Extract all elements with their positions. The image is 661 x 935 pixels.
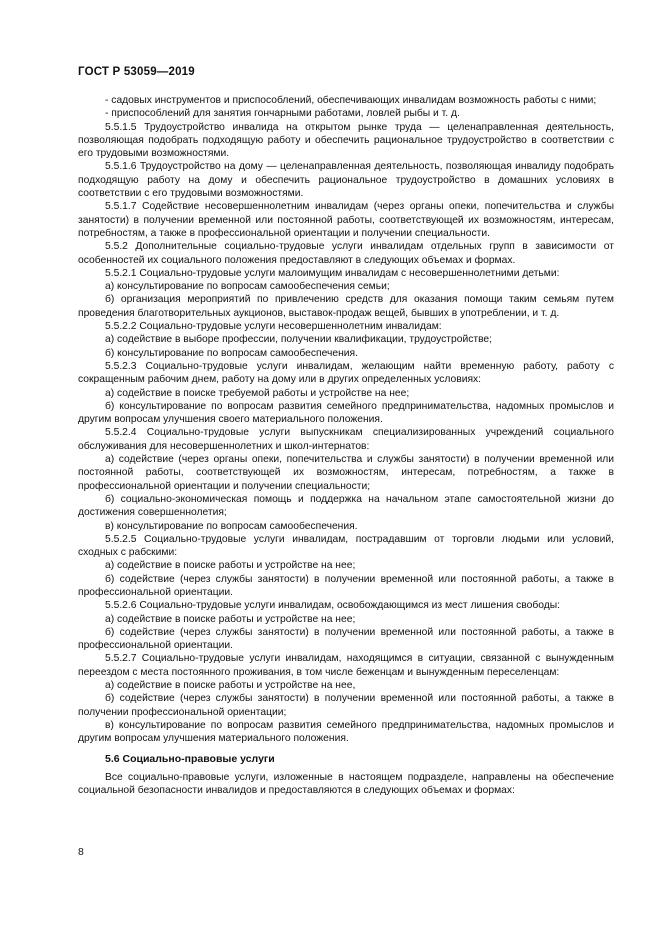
document-body: [78, 94, 614, 797]
paragraph: 5.5.2.6 Социально-трудовые услуги инвалидам, освобождающимся из мест лишения свободы:: [105, 600, 561, 612]
paragraph: 5.5.1.6 Трудоустройство на дому — целенаправленная деятельность, позволяющая инвалиду подобрать подходящую работу на дому и обеспечить рациональное трудоустройство в домашних условиях в соответствии с его трудовыми возможностями.: [78, 161, 614, 200]
paragraph: а) содействие в поиске работы и устройстве на нее,: [105, 680, 356, 692]
paragraph: а) содействие (через органы опеки, попечительства и службы занятости) в получении временной или постоянной работы, соответствующей их возможностям, интересам, потребностям, а также в профессиональной ориентации и получении специальности;: [78, 454, 614, 492]
paragraph: б) содействие (через службы занятости) в получении временной или постоянной работы, а также в профессиональной ориентации.: [78, 573, 614, 598]
paragraph: б) организация мероприятий по привлечению средств для оказания помощи таким семьям путем проведения благотворительных аукционов, выставок-продаж вещей, бывших в употреблении, и т. д.: [78, 294, 614, 319]
paragraph: б) консультирование по вопросам самообеспечения.: [105, 347, 358, 359]
paragraph: б) социально-экономическая помощь и поддержка на начальном этапе самостоятельной жизни до достижения совершеннолетия;: [78, 493, 614, 519]
document-header: ГОСТ Р 53059—2019: [78, 66, 195, 78]
paragraph: в) консультирование по вопросам самообеспечения.: [105, 520, 358, 532]
paragraph: б) содействие (через службы занятости) в получении временной или постоянной работы, а также в профессиональной ориентации.: [78, 626, 614, 652]
paragraph: - приспособлений для занятия гончарными работами, ловлей рыбы и т. д.: [105, 108, 460, 120]
paragraph: 5.5.1.5 Трудоустройство инвалида на открытом рынке труда — целенаправленная деятельность, позволяющая подобрать подходящую работу и обеспечить рациональное трудоустройство в соответствии с его трудовыми возможностями.: [78, 121, 614, 160]
paragraph: - садовых инструментов и приспособлений, обеспечивающих инвалидам возможность работы с ними;: [105, 95, 597, 106]
paragraph: 5.5.2.5 Социально-трудовые услуги инвалидам, пострадавшим от торговли людьми или условий, сходных с рабскими:: [78, 533, 614, 559]
section-heading: 5.6 Социально-правовые услуги: [105, 752, 275, 765]
paragraph: а) содействие в поиске работы и устройстве на нее;: [105, 560, 356, 572]
paragraph: 5.5.2.7 Социально-трудовые услуги инвалидам, находящимся в ситуации, связанной с вынужденным переездом с места постоянного проживания, в том числе беженцам и вынужденным переселенцам:: [78, 653, 614, 678]
paragraph: б) консультирование по вопросам развития семейного предпринимательства, надомных промыслов и другим вопросам улучшения своего материального положения.: [78, 400, 614, 426]
paragraph: 5.5.2 Дополнительные социально-трудовые услуги инвалидам отдельных групп в зависимости от особенностей их социального положения предоставляют в следующих объемах и формах.: [78, 241, 614, 266]
paragraph: а) консультирование по вопросам самообеспечения семьи;: [105, 281, 390, 293]
paragraph: 5.5.2.1 Социально-трудовые услуги малоимущим инвалидам с несовершеннолетними детьми:: [105, 267, 560, 279]
paragraph: а) содействие в поиске требуемой работы и устройстве на нее;: [105, 387, 410, 399]
paragraph: б) содействие (через службы занятости) в получении временной или постоянной работы, а также в получении профессиональной ориентации;: [78, 693, 614, 718]
section-intro: Все социально-правовые услуги, изложенные в настоящем подразделе, направлены на обеспечение социальной безопасности инвалидов и предоставляются в следующих объемах и формах:: [78, 771, 614, 797]
paragraph: 5.5.2.3 Социально-трудовые услуги инвалидам, желающим найти временную работу, работу с сокращенным рабочим днем, работу на дому или в других определенных условиях:: [78, 360, 614, 386]
page-number: 8: [78, 846, 84, 858]
paragraph: 5.5.2.2 Социально-трудовые услуги несовершеннолетним инвалидам:: [105, 321, 442, 333]
paragraph: в) консультирование по вопросам развития семейного предпринимательства, надомных промыслов и другим вопросам улучшения материального положения.: [78, 719, 614, 745]
paragraph: 5.5.1.7 Содействие несовершеннолетним инвалидам (через органы опеки, попечительства и службы занятости) в получении временной или постоянной работы, соответствующей их возможностям, интересам, потребностям, а также в профессиональной ориентации и получении специальности.: [78, 201, 614, 239]
paragraph: а) содействие в выборе профессии, получении квалификации, трудоустройстве;: [105, 334, 493, 346]
paragraph: а) содействие в поиске работы и устройстве на нее;: [105, 613, 356, 625]
paragraph: 5.5.2.4 Социально-трудовые услуги выпускникам специализированных учреждений социального обслуживания для несовершеннолетних и школ-интернатов:: [78, 427, 614, 452]
